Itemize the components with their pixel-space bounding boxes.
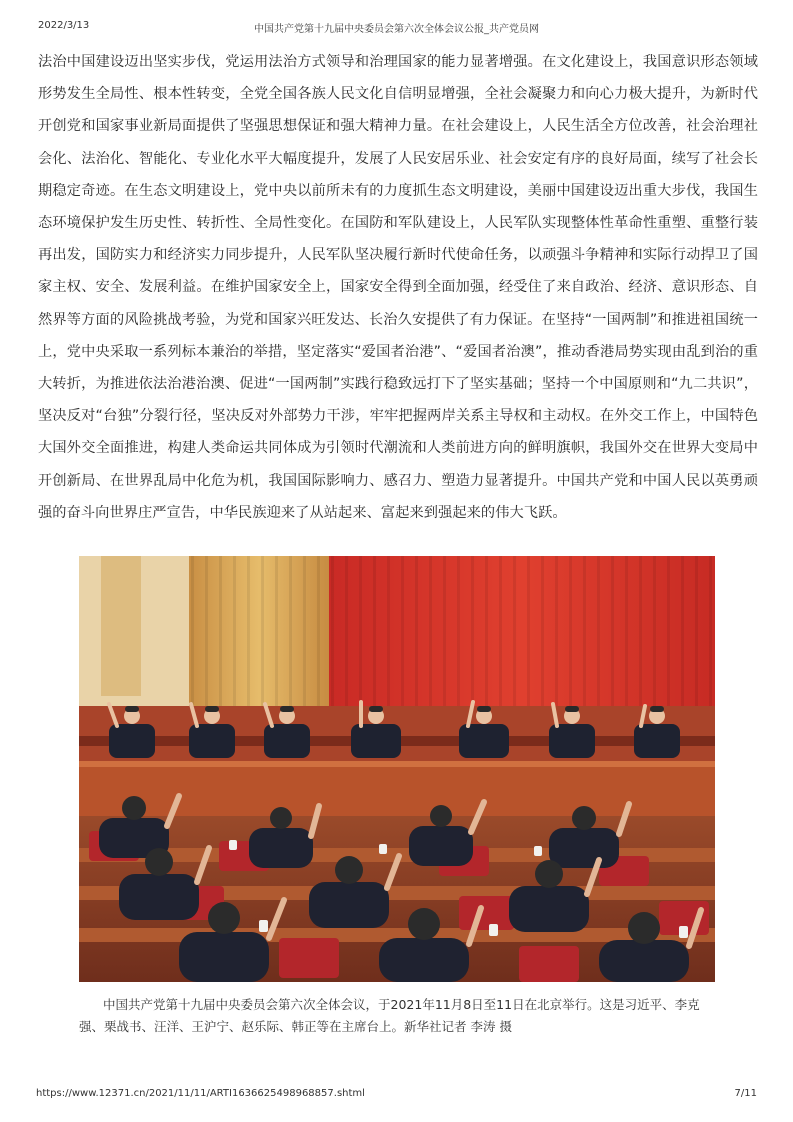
page-number: 7/11	[734, 1088, 757, 1099]
source-url: https://www.12371.cn/2021/11/11/ARTI1636625498968857.shtml	[36, 1088, 365, 1099]
photo-caption: 中国共产党第十九届中央委员会第六次全体会议，于2021年11月8日至11日在北京举行。这是习近平、李克强、栗战书、汪洋、王沪宁、赵乐际、韩正等在主席台上。新华社记者 李涛 摄	[79, 997, 700, 1034]
article-paragraph: 法治中国建设迈出坚实步伐，党运用法治方式领导和治理国家的能力显著增强。在文化建设上，我国意识形态领域形势发生全局性、根本性转变，全党全国各族人民文化自信明显增强，全社会凝聚力和向心力极大提升，为新时代开创党和国家事业新局面提供了坚强思想保证和强大精神力量。在社会建设上，人民生活全方位改善，社会治理社会化、法治化、智能化、专业化水平大幅度提升，发展了人民安居乐业、社会安定有序的良好局面，续写了社会长期稳定奇迹。在生态文明建设上，党中央以前所未有的力度抓生态文明建设，美丽中国建设迈出重大步伐，我国生态环境保护发生历史性、转折性、全局性变化。在国防和军队建设上，人民军队实现整体性革命性重塑、重整行装再出发，国防实力和经济实力同步提升，人民军队坚决履行新时代使命任务，以顽强斗争精神和实际行动捍卫了国家主权、安全、发展利益。在维护国家安全上，国家安全得到全面加强，经受住了来自政治、经济、意识形态、自然界等方面的风险挑战考验，为党和国家兴旺发达、长治久安提供了有力保证。在坚持“一国两制”和推进祖国统一上，党中央采取一系列标本兼治的举措，坚定落实“爱国者治港”、“爱国者治澳”，推动香港局势实现由乱到治的重大转折，为推进依法治港治澳、促进“一国两制”实践行稳致远打下了坚实基础；坚持一个中国原则和“九二共识”，坚决反对“台独”分裂行径，坚决反对外部势力干涉，牢牢把握两岸关系主导权和主动权。在外交工作上，中国特色大国外交全面推进，构建人类命运共同体成为引领时代潮流和人类前进方向的鲜明旗帜，我国外交在世界大变局中开创新局、在世界乱局中化危为机，我国国际影响力、感召力、塑造力显著提升。中国共产党和中国人民以英勇顽强的奋斗向世界庄严宣告，中华民族迎来了从站起来、富起来到强起来的伟大飞跃。	[38, 54, 758, 521]
print-header	[0, 0, 793, 40]
print-date: 2022/3/13	[38, 20, 90, 31]
print-footer	[0, 1088, 793, 1108]
print-page-title: 中国共产党第十九届中央委员会第六次全体会议公报_共产党员网	[254, 24, 539, 35]
plenary-session-photo	[79, 556, 715, 982]
